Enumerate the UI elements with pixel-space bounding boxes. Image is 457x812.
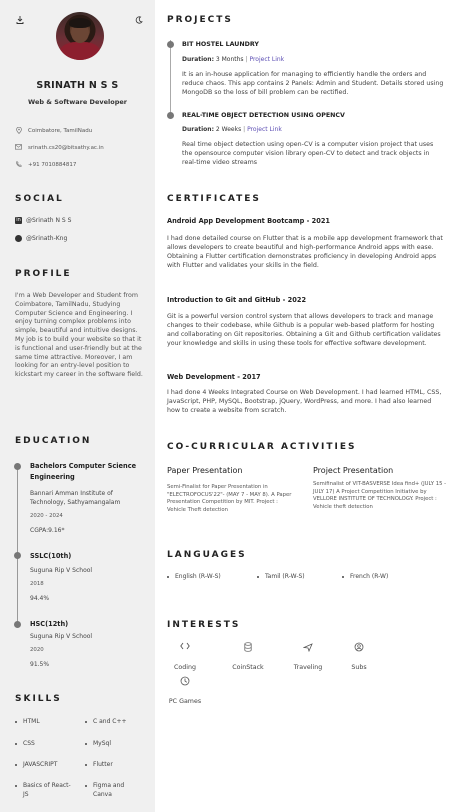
gamepad-icon [180, 676, 190, 686]
contact-email[interactable] [15, 144, 104, 151]
education-institute: Suguna Rip V School [30, 633, 93, 640]
languages-heading: LANGUAGES [167, 550, 247, 560]
profile-heading: PROFILE [15, 269, 72, 279]
projects-heading: PROJECTS [167, 15, 233, 25]
project-duration: Duration: 3 Months | Project Link [182, 56, 285, 63]
certificate-description: I had done 4 Weeks Integrated Course on Web Development. I had learned HTML, CSS, JavaScript, PHP, MySQL, Bootstrap, jQuery, WordPress, and more. I had also learned how to create a website from scratch. [167, 389, 442, 414]
skill-item: HTML [23, 718, 40, 727]
sidebar [0, 0, 155, 812]
skills-heading: SKILLS [15, 694, 62, 704]
skill-item: C and C++ [93, 718, 127, 727]
language-item: English (R-W-S) [167, 573, 221, 580]
avatar [56, 12, 104, 60]
coins-icon [243, 642, 253, 652]
certificate-title: Android App Development Bootcamp - 2021 [167, 217, 330, 225]
projects-timeline [170, 40, 171, 112]
education-degree: SSLC(10th) [30, 552, 72, 560]
interest-item: Traveling [288, 642, 328, 673]
project-name: BIT HOSTEL LAUNDRY [182, 41, 259, 48]
project-name: REAL-TIME OBJECT DETECTION USING OPENCV [182, 112, 345, 119]
education-institute: Suguna Rip V School [30, 567, 93, 574]
project-description: Real time object detection using open-CV is a computer vision project that uses the opensource computer vision library open-CV to detect and track objects in real-time video streams [182, 141, 434, 166]
skill-item: MySql [93, 740, 111, 749]
certificate-description: Git is a powerful version control system that allows developers to track and manage changes to their codebase, while Github is a popular web-based platform for hosting and collaborating on Git repositories. Obtaining a Git and Github certification validates your knowledge and skills in using these tools for effective software development. [167, 313, 441, 347]
cocurricular-heading: CO-CURRICULAR ACTIVITIES [167, 442, 357, 452]
skill-item: Basics of React-JS [23, 782, 73, 799]
profile-role: Web & Software Developer [28, 98, 127, 106]
github-handle[interactable]: @Srinath-Kng [26, 235, 68, 242]
timeline-dot [14, 463, 21, 470]
education-timeline [17, 464, 18, 624]
linkedin-icon: in [16, 217, 21, 223]
mail-icon [15, 144, 22, 151]
interest-item: Coding [165, 642, 205, 673]
timeline-dot [14, 621, 21, 628]
education-heading: EDUCATION [15, 436, 92, 446]
education-score: 94.4% [30, 595, 50, 602]
email-text[interactable]: srinath.cs20@bitsathy.ac.in [28, 144, 104, 151]
project-description: It is an in-house application for managing to efficiently handle the orders and reduce chaos. This app contains 2 Panels: Admin and Student. Details stored using MongoDB so the loss of bill problem can be rectified. [182, 71, 444, 96]
social-github[interactable] [15, 235, 67, 242]
education-years: 2018 [30, 581, 44, 587]
contact-location [15, 127, 92, 134]
plane-icon [303, 642, 313, 652]
profile-text: I'm a Web Developer and Student from Coimbatore, TamilNadu, Studying Computer Science and Engineering. I enjoy turning complex problems into simple, beautiful and intuitive designs. My job is to build your website so that it is functional and user-friendly but at the same time attractive. Moreover, I am looking for an entry-level position to kickstart my career in the software field. [15, 292, 143, 379]
skill-item: CSS [23, 740, 35, 749]
skill-item: Flutter [93, 761, 113, 770]
phone-icon [15, 161, 22, 168]
education-institute: Bannari Amman Institute of Technology, Sathyamangalam [30, 490, 121, 506]
project-link[interactable]: Project Link [249, 56, 285, 63]
certificate-title: Introduction to Git and GitHub - 2022 [167, 296, 307, 304]
interest-item: CoinStack [228, 642, 268, 673]
project-link[interactable]: Project Link [247, 126, 282, 133]
subscribe-icon [354, 642, 364, 652]
interest-item: Subs [339, 642, 379, 673]
language-item: Tamil (R-W-S) [257, 573, 305, 580]
certificate-title: Web Development - 2017 [167, 373, 261, 381]
activity-description: Semi-Finalist for Paper Presentation in "ELECTROFOCUS'22"- (MAY 7 - MAY 8). A Paper Presentation Competition by MIT. Project : Vehicle Theft detection [167, 484, 292, 513]
activity-title: Paper Presentation [167, 466, 243, 475]
education-score: 91.5% [30, 661, 50, 668]
location-pin-icon [15, 127, 22, 134]
education-years: 2020 [30, 647, 44, 653]
interest-item: PC Games [165, 676, 205, 707]
skill-item: JAVASCRIPT [23, 761, 57, 770]
timeline-dot [14, 552, 21, 559]
moon-icon[interactable] [135, 16, 145, 26]
social-heading: SOCIAL [15, 194, 64, 204]
activity-title: Project Presentation [313, 466, 394, 475]
project-duration: Duration: 2 Weeks | Project Link [182, 126, 282, 133]
contact-phone[interactable] [15, 161, 76, 168]
interests-heading: INTERESTS [167, 620, 241, 630]
download-icon[interactable] [16, 16, 26, 26]
skill-item: Figma and Canva [93, 782, 143, 799]
timeline-dot [167, 112, 174, 119]
certificates-heading: CERTIFICATES [167, 194, 261, 204]
code-icon [180, 642, 190, 652]
language-item: French (R-W) [342, 573, 388, 580]
activity-description: Semifinalist of VIT-BASVERSE Idea find+ (JULY 15 - JULY 17) A Project Competition Initiative by VELLORE INSTITUTE OF TECHNOLOGY. Project : Vehicle theft detection [313, 481, 447, 510]
profile-name: SRINATH N S S [36, 80, 119, 91]
certificate-description: I had done detailed course on Flutter that is a mobile app development framework that allows developers to create beautiful and high-performance Android apps with ease. Obtaining a Flutter certification demonstrates proficiency in developing Android apps with Flutter and validates your skills in the field. [167, 235, 443, 269]
education-degree: Bachelors Computer Science Engineering [30, 462, 137, 481]
education-years: 2020 - 2024 [30, 513, 63, 519]
timeline-dot [167, 41, 174, 48]
location-text: Coimbatore, TamilNadu [28, 127, 93, 134]
education-degree: HSC(12th) [30, 620, 69, 628]
social-linkedin[interactable] [15, 217, 71, 224]
github-icon [15, 235, 22, 242]
phone-text[interactable]: +91 7010884817 [28, 161, 77, 168]
linkedin-handle[interactable]: @Srinath N S S [26, 217, 72, 224]
education-score: CGPA:9.16* [30, 527, 65, 534]
